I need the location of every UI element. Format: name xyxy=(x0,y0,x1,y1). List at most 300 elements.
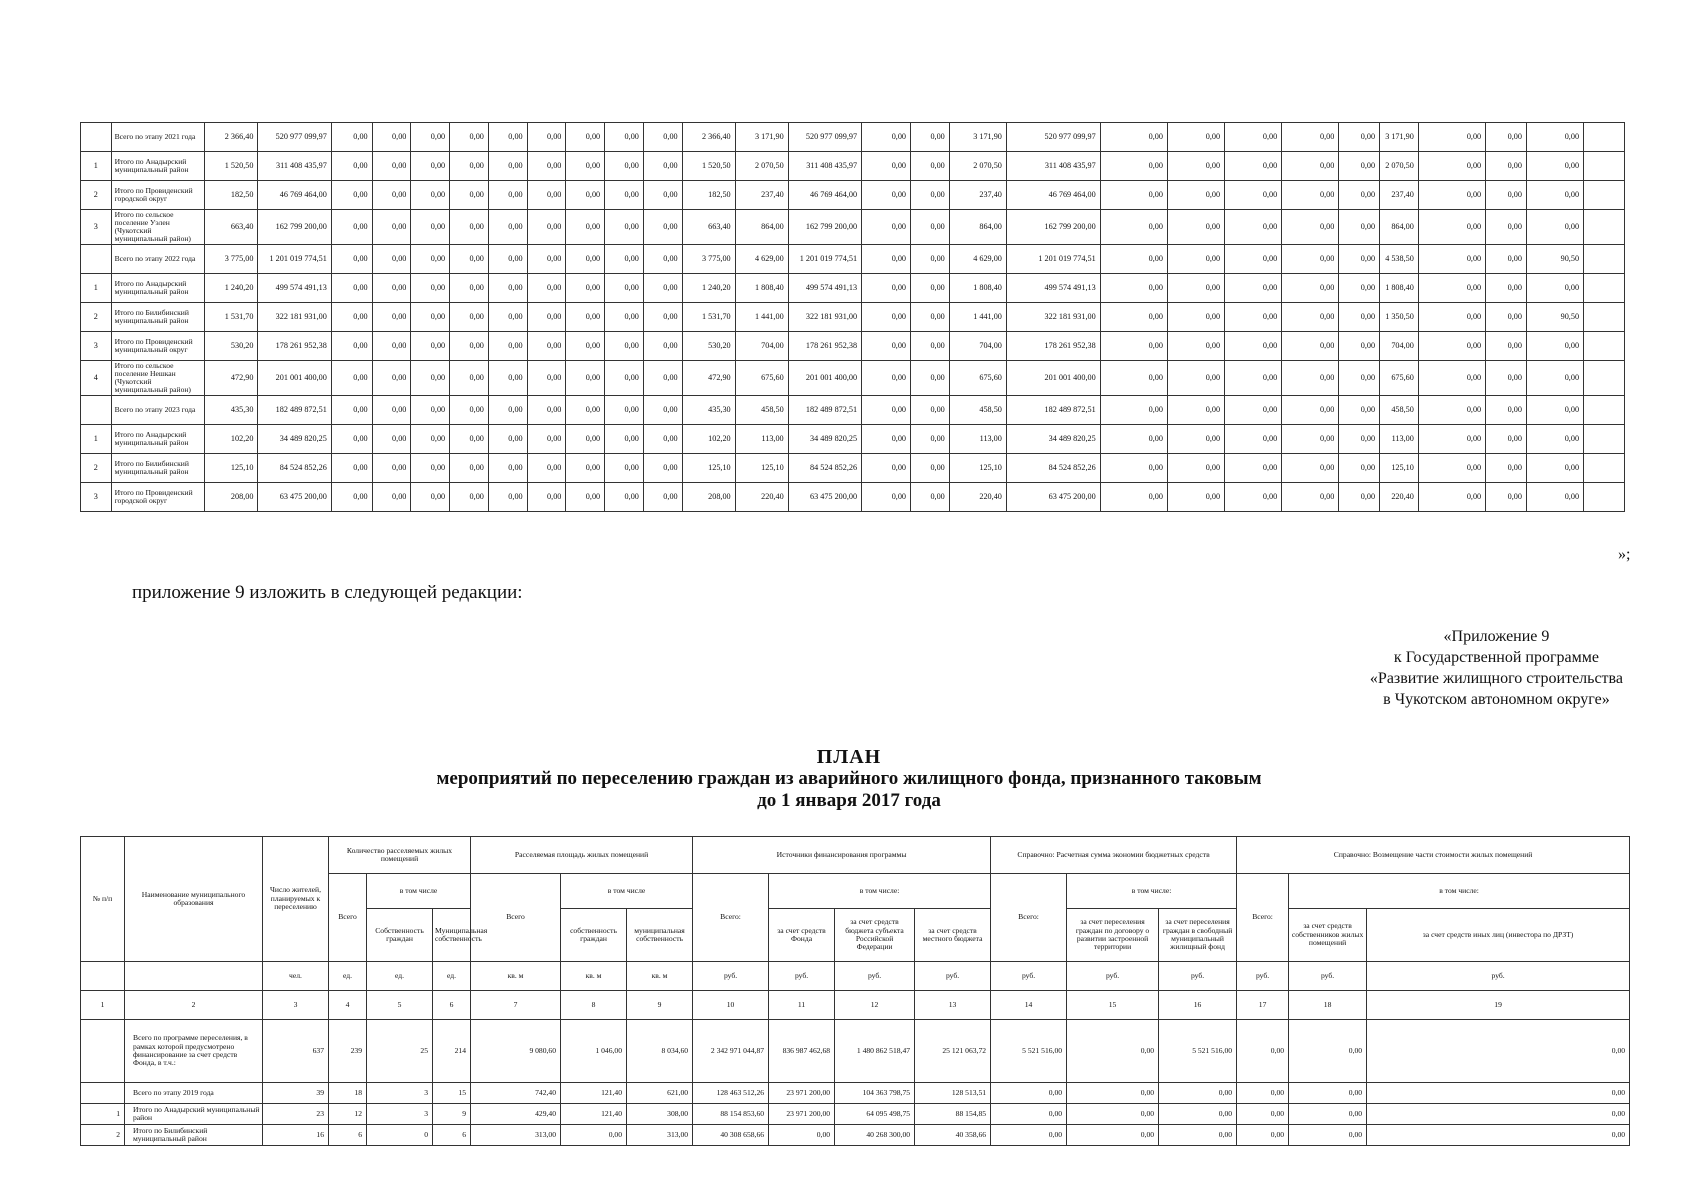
value-cell: 0,00 xyxy=(991,1125,1067,1146)
value-cell: 0,00 xyxy=(450,454,489,483)
header-finance-total: Всего: xyxy=(693,874,769,962)
unit-cell: чел. xyxy=(263,962,329,991)
header-economy-contract: за счет переселения граждан по договору о развитии застроенной территории xyxy=(1067,909,1159,962)
top-table-row xyxy=(81,425,1625,454)
value-cell: 0,00 xyxy=(1418,210,1485,245)
value-cell: 0,00 xyxy=(488,396,527,425)
value-cell: 0,00 xyxy=(372,396,411,425)
value-cell: 0,00 xyxy=(1225,483,1282,512)
municipality-name: Итого по Анадырский муниципальный район xyxy=(111,425,205,454)
unit-cell: руб. xyxy=(1237,962,1289,991)
value-cell: 0,00 xyxy=(1526,332,1583,361)
value-cell: 311 408 435,97 xyxy=(258,152,331,181)
value-cell: 0,00 xyxy=(1339,210,1380,245)
value-cell: 0,00 xyxy=(450,123,489,152)
value-cell: 0,00 xyxy=(1237,1020,1289,1083)
header-municipal-property-short: Муниципальная собственность xyxy=(433,909,471,962)
value-cell: 0,00 xyxy=(643,454,682,483)
value-cell: 1 441,00 xyxy=(735,303,788,332)
header-economy-group: Справочно: Расчетная сумма экономии бюджетных средств xyxy=(991,837,1237,874)
plan-table-row xyxy=(81,1020,1630,1083)
column-number: 12 xyxy=(835,991,915,1020)
value-cell: 1 808,40 xyxy=(735,274,788,303)
value-cell: 0,00 xyxy=(1418,274,1485,303)
value-cell: 0,00 xyxy=(1100,303,1167,332)
value-cell: 220,40 xyxy=(1380,483,1419,512)
empty-cell xyxy=(1584,152,1625,181)
value-cell: 3 171,90 xyxy=(735,123,788,152)
value-cell: 0,00 xyxy=(605,361,644,396)
value-cell: 0,00 xyxy=(450,274,489,303)
value-cell: 0,00 xyxy=(911,425,950,454)
value-cell: 201 001 400,00 xyxy=(1006,361,1100,396)
value-cell: 1 046,00 xyxy=(561,1020,627,1083)
column-number: 17 xyxy=(1237,991,1289,1020)
value-cell: 0,00 xyxy=(1100,425,1167,454)
value-cell: 313,00 xyxy=(627,1125,693,1146)
empty-cell xyxy=(81,962,125,991)
value-cell: 0,00 xyxy=(862,152,911,181)
value-cell: 0,00 xyxy=(372,454,411,483)
value-cell: 458,50 xyxy=(735,396,788,425)
value-cell: 0,00 xyxy=(1339,361,1380,396)
value-cell: 0,00 xyxy=(1339,303,1380,332)
value-cell: 0,00 xyxy=(862,332,911,361)
municipality-name: Всего по этапу 2019 года xyxy=(125,1083,263,1104)
value-cell: 311 408 435,97 xyxy=(1006,152,1100,181)
value-cell: 0,00 xyxy=(1282,123,1339,152)
value-cell: 84 524 852,26 xyxy=(788,454,861,483)
value-cell: 1 520,50 xyxy=(205,152,258,181)
unit-cell: руб. xyxy=(915,962,991,991)
value-cell: 0,00 xyxy=(1418,152,1485,181)
value-cell: 0,00 xyxy=(1486,332,1527,361)
value-cell: 0,00 xyxy=(1100,483,1167,512)
value-cell: 1 808,40 xyxy=(1380,274,1419,303)
value-cell: 34 489 820,25 xyxy=(1006,425,1100,454)
value-cell: 0,00 xyxy=(1526,181,1583,210)
value-cell: 0,00 xyxy=(1159,1083,1237,1104)
value-cell: 0,00 xyxy=(1289,1083,1367,1104)
value-cell: 0,00 xyxy=(1067,1020,1159,1083)
value-cell: 88 154 853,60 xyxy=(693,1104,769,1125)
unit-cell: ед. xyxy=(329,962,367,991)
empty-cell xyxy=(1584,332,1625,361)
header-residents: Число жителей, планируемых к переселению xyxy=(263,837,329,962)
value-cell: 675,60 xyxy=(949,361,1006,396)
value-cell: 84 524 852,26 xyxy=(258,454,331,483)
row-number xyxy=(81,396,112,425)
value-cell: 0,00 xyxy=(1067,1083,1159,1104)
value-cell: 0,00 xyxy=(1282,483,1339,512)
value-cell: 1 240,20 xyxy=(682,274,735,303)
value-cell: 0,00 xyxy=(527,425,566,454)
value-cell: 435,30 xyxy=(682,396,735,425)
top-table-row xyxy=(81,396,1625,425)
value-cell: 8 034,60 xyxy=(627,1020,693,1083)
value-cell: 0,00 xyxy=(1486,123,1527,152)
value-cell: 0,00 xyxy=(911,303,950,332)
value-cell: 0,00 xyxy=(331,425,372,454)
header-rooms-group: Количество расселяемых жилых помещений xyxy=(329,837,471,874)
value-cell: 0,00 xyxy=(411,123,450,152)
value-cell: 0,00 xyxy=(1282,245,1339,274)
value-cell: 0,00 xyxy=(862,483,911,512)
header-compensation-group: Справочно: Возмещение части стоимости жилых помещений xyxy=(1237,837,1630,874)
value-cell: 0,00 xyxy=(527,303,566,332)
value-cell: 0,00 xyxy=(1225,425,1282,454)
value-cell: 64 095 498,75 xyxy=(835,1104,915,1125)
value-cell: 0,00 xyxy=(1486,483,1527,512)
row-number xyxy=(81,245,112,274)
empty-cell xyxy=(1584,123,1625,152)
value-cell: 0,00 xyxy=(1486,396,1527,425)
municipality-name: Итого по сельское поселение Уэлен (Чукотский муниципальный район) xyxy=(111,210,205,245)
value-cell: 0,00 xyxy=(1225,123,1282,152)
top-table-row xyxy=(81,454,1625,483)
value-cell: 0,00 xyxy=(643,210,682,245)
value-cell: 322 181 931,00 xyxy=(788,303,861,332)
value-cell: 0,00 xyxy=(1282,425,1339,454)
municipality-name: Всего по этапу 2023 года xyxy=(111,396,205,425)
unit-cell: руб. xyxy=(1367,962,1630,991)
value-cell: 0,00 xyxy=(372,274,411,303)
value-cell: 0,00 xyxy=(1167,425,1224,454)
value-cell: 675,60 xyxy=(735,361,788,396)
value-cell: 1 480 862 518,47 xyxy=(835,1020,915,1083)
column-number: 6 xyxy=(433,991,471,1020)
value-cell: 0,00 xyxy=(1282,396,1339,425)
value-cell: 0,00 xyxy=(1367,1083,1630,1104)
value-cell: 0,00 xyxy=(1526,483,1583,512)
value-cell: 0,00 xyxy=(331,245,372,274)
value-cell: 0,00 xyxy=(450,425,489,454)
value-cell: 0,00 xyxy=(1526,152,1583,181)
value-cell: 182 489 872,51 xyxy=(1006,396,1100,425)
value-cell: 0,00 xyxy=(1367,1104,1630,1125)
value-cell: 0,00 xyxy=(1339,483,1380,512)
value-cell: 0,00 xyxy=(372,332,411,361)
value-cell: 0,00 xyxy=(1237,1083,1289,1104)
value-cell: 0,00 xyxy=(566,483,605,512)
value-cell: 0,00 xyxy=(1486,361,1527,396)
value-cell: 4 538,50 xyxy=(1380,245,1419,274)
value-cell: 530,20 xyxy=(682,332,735,361)
column-number: 3 xyxy=(263,991,329,1020)
value-cell: 836 987 462,68 xyxy=(769,1020,835,1083)
value-cell: 0,00 xyxy=(372,361,411,396)
value-cell: 0,00 xyxy=(1526,361,1583,396)
value-cell: 182,50 xyxy=(205,181,258,210)
municipality-name: Итого по Анадырский муниципальный район xyxy=(111,152,205,181)
value-cell: 0,00 xyxy=(372,483,411,512)
value-cell: 0,00 xyxy=(1339,274,1380,303)
row-number: 1 xyxy=(81,1104,125,1125)
value-cell: 121,40 xyxy=(561,1083,627,1104)
unit-cell: кв. м xyxy=(471,962,561,991)
value-cell: 3 xyxy=(367,1083,433,1104)
value-cell: 5 521 516,00 xyxy=(1159,1020,1237,1083)
value-cell: 0,00 xyxy=(331,210,372,245)
top-table-row xyxy=(81,361,1625,396)
appendix-header xyxy=(1370,626,1623,710)
value-cell: 34 489 820,25 xyxy=(788,425,861,454)
value-cell: 0,00 xyxy=(911,210,950,245)
value-cell: 0,00 xyxy=(911,181,950,210)
header-citizens-property: Собственность граждан xyxy=(367,909,433,962)
value-cell: 0,00 xyxy=(1167,152,1224,181)
value-cell: 0,00 xyxy=(862,181,911,210)
value-cell: 0,00 xyxy=(488,425,527,454)
column-number: 16 xyxy=(1159,991,1237,1020)
value-cell: 3 775,00 xyxy=(682,245,735,274)
value-cell: 0,00 xyxy=(1282,152,1339,181)
value-cell: 128 463 512,26 xyxy=(693,1083,769,1104)
empty-cell xyxy=(1584,396,1625,425)
value-cell: 0,00 xyxy=(1289,1020,1367,1083)
value-cell: 499 574 491,13 xyxy=(1006,274,1100,303)
header-area-municipal: муниципальная собственность xyxy=(627,909,693,962)
value-cell: 0,00 xyxy=(1225,245,1282,274)
value-cell: 0,00 xyxy=(1418,303,1485,332)
value-cell: 0,00 xyxy=(527,361,566,396)
value-cell: 0,00 xyxy=(1225,454,1282,483)
value-cell: 12 xyxy=(329,1104,367,1125)
municipality-name: Всего по этапу 2022 года xyxy=(111,245,205,274)
value-cell: 0,00 xyxy=(643,245,682,274)
value-cell: 0,00 xyxy=(605,181,644,210)
header-compensation-owners: за счет средств собственников жилых помещений xyxy=(1289,909,1367,962)
value-cell: 0,00 xyxy=(1418,454,1485,483)
value-cell: 0,00 xyxy=(643,274,682,303)
value-cell: 0,00 xyxy=(527,245,566,274)
value-cell: 23 971 200,00 xyxy=(769,1104,835,1125)
column-number: 1 xyxy=(81,991,125,1020)
row-number xyxy=(81,1083,125,1104)
value-cell: 90,50 xyxy=(1526,303,1583,332)
value-cell: 458,50 xyxy=(1380,396,1419,425)
value-cell: 0,00 xyxy=(643,332,682,361)
value-cell: 237,40 xyxy=(1380,181,1419,210)
value-cell: 0,00 xyxy=(566,361,605,396)
value-cell: 0,00 xyxy=(643,303,682,332)
value-cell: 0,00 xyxy=(566,303,605,332)
value-cell: 9 080,60 xyxy=(471,1020,561,1083)
value-cell: 0,00 xyxy=(1100,361,1167,396)
header-compensation-including: в том числе: xyxy=(1289,874,1630,909)
value-cell: 16 xyxy=(263,1125,329,1146)
value-cell: 220,40 xyxy=(949,483,1006,512)
value-cell: 0,00 xyxy=(1159,1125,1237,1146)
value-cell: 0,00 xyxy=(605,454,644,483)
value-cell: 0,00 xyxy=(643,361,682,396)
value-cell: 472,90 xyxy=(682,361,735,396)
value-cell: 0,00 xyxy=(1100,181,1167,210)
value-cell: 0,00 xyxy=(1282,303,1339,332)
value-cell: 125,10 xyxy=(205,454,258,483)
value-cell: 113,00 xyxy=(735,425,788,454)
empty-cell xyxy=(1584,361,1625,396)
value-cell: 0,00 xyxy=(1526,123,1583,152)
value-cell: 2 070,50 xyxy=(735,152,788,181)
value-cell: 0,00 xyxy=(1486,425,1527,454)
value-cell: 178 261 952,38 xyxy=(788,332,861,361)
value-cell: 2 342 971 044,87 xyxy=(693,1020,769,1083)
value-cell: 0,00 xyxy=(331,332,372,361)
value-cell: 704,00 xyxy=(735,332,788,361)
row-number: 2 xyxy=(81,454,112,483)
value-cell: 1 350,50 xyxy=(1380,303,1419,332)
value-cell: 0,00 xyxy=(411,454,450,483)
column-number: 13 xyxy=(915,991,991,1020)
value-cell: 0,00 xyxy=(1339,245,1380,274)
value-cell: 0,00 xyxy=(488,332,527,361)
row-number: 1 xyxy=(81,274,112,303)
value-cell: 0,00 xyxy=(527,332,566,361)
value-cell: 0,00 xyxy=(1237,1125,1289,1146)
column-number: 19 xyxy=(1367,991,1630,1020)
empty-cell xyxy=(1584,483,1625,512)
column-number: 11 xyxy=(769,991,835,1020)
top-table-row xyxy=(81,274,1625,303)
value-cell: 0,00 xyxy=(1418,123,1485,152)
empty-cell xyxy=(1584,303,1625,332)
value-cell: 0,00 xyxy=(911,274,950,303)
row-number: 2 xyxy=(81,181,112,210)
value-cell: 25 121 063,72 xyxy=(915,1020,991,1083)
header-subject-budget: за счет средств бюджета субъекта Российской Федерации xyxy=(835,909,915,962)
value-cell: 182 489 872,51 xyxy=(258,396,331,425)
value-cell: 0,00 xyxy=(488,303,527,332)
header-compensation-other: за счет средств иных лиц (инвестора по ДРЗТ) xyxy=(1367,909,1630,962)
plan-title-main: ПЛАН xyxy=(816,746,882,768)
value-cell: 0,00 xyxy=(488,152,527,181)
value-cell: 0,00 xyxy=(605,274,644,303)
value-cell: 1 441,00 xyxy=(949,303,1006,332)
row-number xyxy=(81,1020,125,1083)
value-cell: 0,00 xyxy=(450,303,489,332)
plan-table-row xyxy=(81,1104,1630,1125)
value-cell: 0,00 xyxy=(527,123,566,152)
value-cell: 0,00 xyxy=(1418,396,1485,425)
value-cell: 0,00 xyxy=(1367,1125,1630,1146)
value-cell: 663,40 xyxy=(205,210,258,245)
column-number: 9 xyxy=(627,991,693,1020)
value-cell: 0,00 xyxy=(1225,303,1282,332)
value-cell: 5 521 516,00 xyxy=(991,1020,1067,1083)
value-cell: 237,40 xyxy=(949,181,1006,210)
column-number: 14 xyxy=(991,991,1067,1020)
value-cell: 0,00 xyxy=(769,1125,835,1146)
value-cell: 63 475 200,00 xyxy=(1006,483,1100,512)
value-cell: 0,00 xyxy=(605,123,644,152)
empty-cell xyxy=(125,962,263,991)
value-cell: 214 xyxy=(433,1020,471,1083)
value-cell: 0,00 xyxy=(643,425,682,454)
value-cell: 0,00 xyxy=(566,245,605,274)
value-cell: 0,00 xyxy=(1225,210,1282,245)
header-area-group: Расселяемая площадь жилых помещений xyxy=(471,837,693,874)
value-cell: 0,00 xyxy=(862,454,911,483)
value-cell: 0,00 xyxy=(862,303,911,332)
value-cell: 0,00 xyxy=(411,425,450,454)
column-number: 15 xyxy=(1067,991,1159,1020)
plan-title-date: до 1 января 2017 года xyxy=(757,790,941,811)
value-cell: 23 xyxy=(263,1104,329,1125)
value-cell: 0,00 xyxy=(488,245,527,274)
value-cell: 46 769 464,00 xyxy=(788,181,861,210)
plan-table-row xyxy=(81,1125,1630,1146)
value-cell: 0,00 xyxy=(372,425,411,454)
value-cell: 128 513,51 xyxy=(915,1083,991,1104)
header-area-including: в том числе xyxy=(561,874,693,909)
value-cell: 237,40 xyxy=(735,181,788,210)
top-table-row xyxy=(81,332,1625,361)
value-cell: 40 308 658,66 xyxy=(693,1125,769,1146)
value-cell: 23 971 200,00 xyxy=(769,1083,835,1104)
value-cell: 0,00 xyxy=(1526,210,1583,245)
value-cell: 520 977 099,97 xyxy=(258,123,331,152)
row-number: 3 xyxy=(81,332,112,361)
value-cell: 0,00 xyxy=(1159,1104,1237,1125)
value-cell: 0,00 xyxy=(527,483,566,512)
value-cell: 0,00 xyxy=(1100,123,1167,152)
unit-cell: ед. xyxy=(367,962,433,991)
value-cell: 0,00 xyxy=(911,245,950,274)
column-number: 4 xyxy=(329,991,367,1020)
closing-quote-mark: »; xyxy=(1618,546,1631,563)
value-cell: 1 520,50 xyxy=(682,152,735,181)
value-cell: 0,00 xyxy=(991,1083,1067,1104)
value-cell: 1 201 019 774,51 xyxy=(1006,245,1100,274)
value-cell: 0,00 xyxy=(862,396,911,425)
value-cell: 46 769 464,00 xyxy=(1006,181,1100,210)
header-economy-including: в том числе: xyxy=(1067,874,1237,909)
value-cell: 0,00 xyxy=(1282,210,1339,245)
value-cell: 6 xyxy=(329,1125,367,1146)
value-cell: 0,00 xyxy=(1282,454,1339,483)
value-cell: 675,60 xyxy=(1380,361,1419,396)
municipality-name: Итого по Билибинский муниципальный район xyxy=(111,303,205,332)
municipality-name: Всего по этапу 2021 года xyxy=(111,123,205,152)
instruction-text: приложение 9 изложить в следующей редакции: xyxy=(132,582,523,603)
value-cell: 0,00 xyxy=(331,483,372,512)
value-cell: 182 489 872,51 xyxy=(788,396,861,425)
value-cell: 0,00 xyxy=(411,396,450,425)
value-cell: 429,40 xyxy=(471,1104,561,1125)
value-cell: 1 201 019 774,51 xyxy=(788,245,861,274)
value-cell: 0,00 xyxy=(566,152,605,181)
value-cell: 864,00 xyxy=(949,210,1006,245)
value-cell: 0,00 xyxy=(605,425,644,454)
value-cell: 0,00 xyxy=(605,245,644,274)
value-cell: 2 366,40 xyxy=(682,123,735,152)
value-cell: 313,00 xyxy=(471,1125,561,1146)
value-cell: 90,50 xyxy=(1526,245,1583,274)
row-number: 3 xyxy=(81,210,112,245)
value-cell: 0,00 xyxy=(1418,483,1485,512)
value-cell: 0,00 xyxy=(450,361,489,396)
value-cell: 40 268 300,00 xyxy=(835,1125,915,1146)
value-cell: 0,00 xyxy=(411,361,450,396)
header-rooms-including: в том числе xyxy=(367,874,471,909)
value-cell: 0,00 xyxy=(1486,274,1527,303)
header-name: Наименование муниципального образования xyxy=(125,837,263,962)
value-cell: 0,00 xyxy=(1167,454,1224,483)
row-number: 3 xyxy=(81,483,112,512)
value-cell: 0,00 xyxy=(1486,152,1527,181)
value-cell: 742,40 xyxy=(471,1083,561,1104)
